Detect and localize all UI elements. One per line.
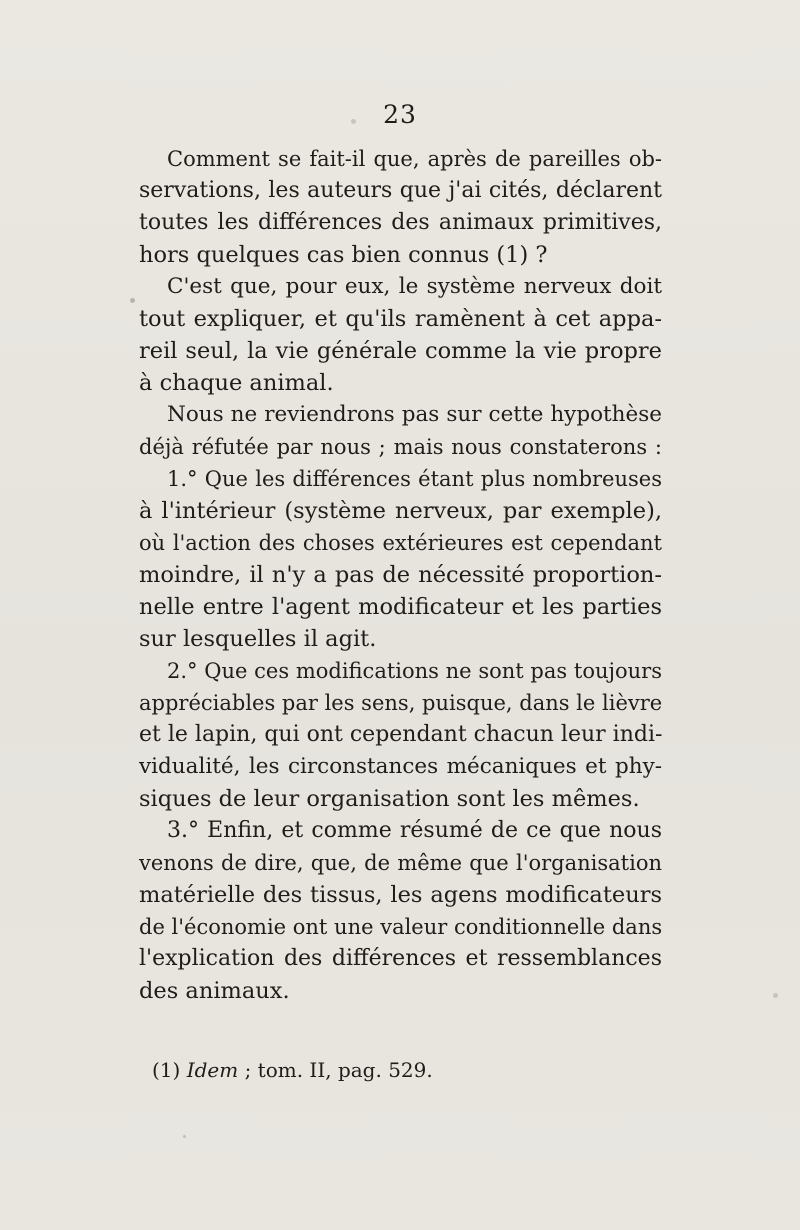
text-line: hors quelques cas bien connus (1) ? xyxy=(139,242,548,268)
text-line: nelle entre l'agent modificateur et les parties xyxy=(139,594,662,620)
text-line: matérielle des tissus, les agens modificateurs xyxy=(139,882,662,908)
footnote-marker: (1) xyxy=(152,1058,181,1082)
text-line: 2.° Que ces modifications ne sont pas toujours xyxy=(167,659,662,683)
text-line: Nous ne reviendrons pas sur cette hypothèse xyxy=(167,402,662,427)
body-text xyxy=(139,143,662,1007)
text-line: venons de dire, que, de même que l'organisation xyxy=(139,851,662,875)
text-line: appréciables par les sens, puisque, dans le lièvre xyxy=(139,691,663,715)
text-line: sur lesquelles il agit. xyxy=(139,626,377,652)
text-line: déjà réfutée par nous ; mais nous constaterons : xyxy=(139,435,662,459)
text-line: à l'intérieur (système nerveux, par exemple), xyxy=(139,498,662,524)
text-line: Comment se fait-il que, après de pareilles ob- xyxy=(167,147,662,171)
text-line: moindre, il n'y a pas de nécessité proportion- xyxy=(139,562,662,588)
paper-speck xyxy=(773,993,778,998)
footnote xyxy=(152,1058,433,1082)
text-line: 3.° Enfin, et comme résumé de ce que nous xyxy=(167,818,662,843)
text-line: à chaque animal. xyxy=(139,370,334,396)
text-line: de l'économie ont une valeur conditionnelle dans xyxy=(139,915,663,939)
text-line: et le lapin, qui ont cependant chacun leur indi- xyxy=(139,722,663,747)
text-line: toutes les différences des animaux primitives, xyxy=(139,210,662,235)
text-line: servations, les auteurs que j'ai cités, déclarent xyxy=(139,178,662,203)
paper-speck xyxy=(183,1135,186,1138)
text-line: siques de leur organisation sont les mêmes. xyxy=(139,786,640,812)
text-line: l'explication des différences et ressemblances xyxy=(139,946,662,971)
text-line: vidualité, les circonstances mécaniques et phy- xyxy=(139,754,662,779)
page-number: 23 xyxy=(383,100,417,129)
text-line: C'est que, pour eux, le système nerveux doit xyxy=(167,274,662,299)
text-line: où l'action des choses extérieures est cependant xyxy=(139,531,662,555)
text-line: des animaux. xyxy=(139,978,290,1004)
text-line: reil seul, la vie générale comme la vie propre xyxy=(139,338,662,364)
text-line: tout expliquer, et qu'ils ramènent à cet appa- xyxy=(139,306,662,332)
footnote-italic: Idem xyxy=(186,1058,239,1082)
footnote-reference: ; tom. II, pag. 529. xyxy=(238,1058,433,1082)
paper-speck xyxy=(130,298,135,303)
text-line: 1.° Que les différences étant plus nombreuses xyxy=(167,467,662,491)
paper-speck xyxy=(351,119,356,124)
